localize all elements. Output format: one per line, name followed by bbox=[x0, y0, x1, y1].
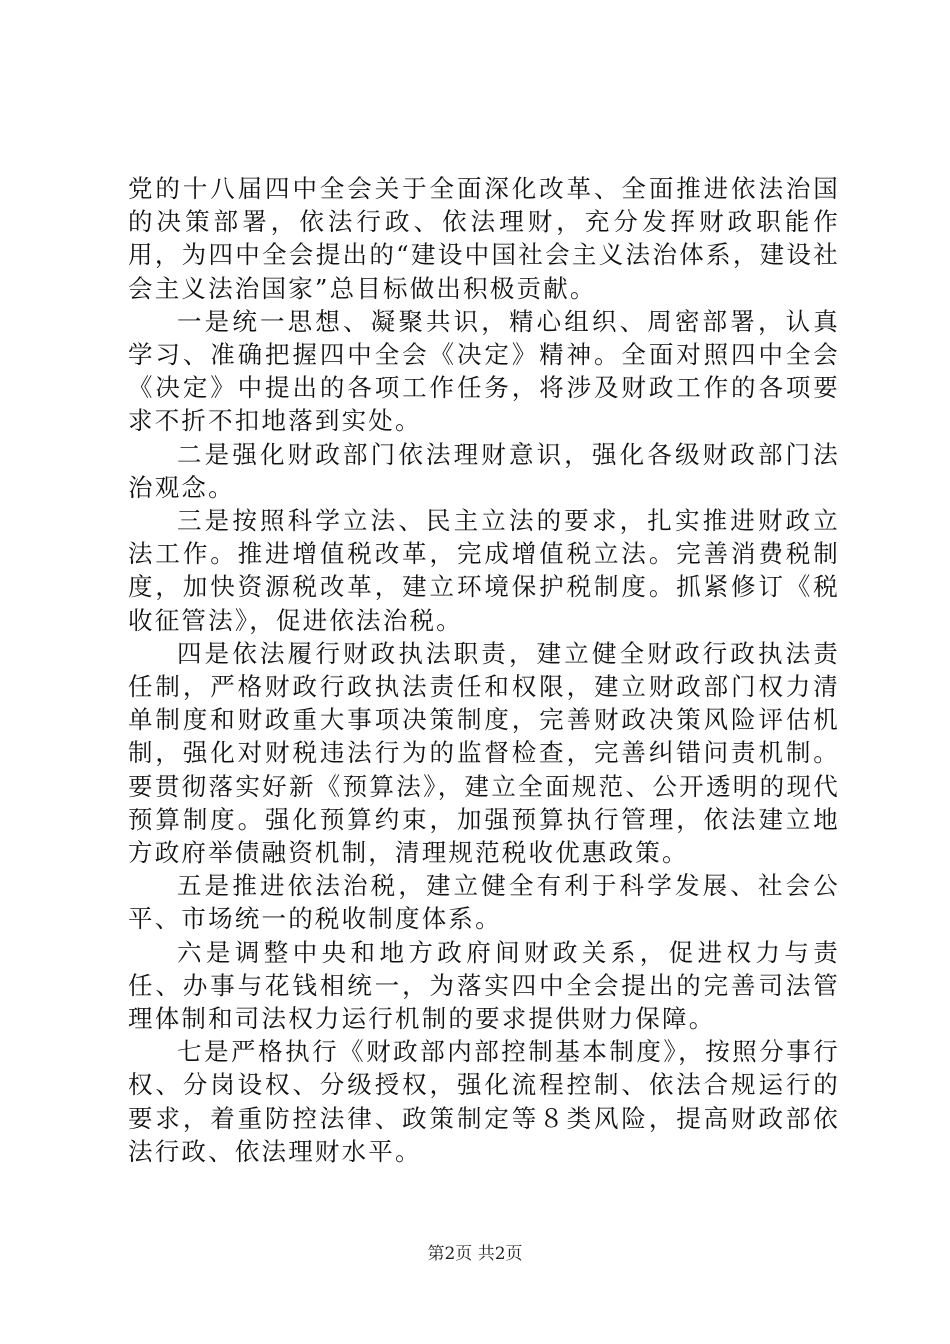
paragraph-item-4: 四是依法履行财政执法职责，建立健全财政行政执法责任制，严格财政行政执法责任和权限，建立财政部门权力清单制度和财政重大事项决策制度，完善财政决策风险评估机制，强化对财税违法行为的监督检查，完善纠错问责机制。要贯彻落实好新《预算法》，建立全面规范、公开透明的现代预算制度。强化预算约束，加强预算执行管理，依法建立地方政府举债融资机制，清理规范税收优惠政策。 bbox=[128, 638, 840, 868]
document-body bbox=[128, 172, 840, 1168]
paragraph-item-6: 六是调整中央和地方政府间财政关系，促进权力与责任、办事与花钱相统一，为落实四中全会提出的完善司法管理体制和司法权力运行机制的要求提供财力保障。 bbox=[128, 937, 840, 1034]
paragraph-item-3: 三是按照科学立法、民主立法的要求，扎实推进财政立法工作。推进增值税改革，完成增值税立法。完善消费税制度，加快资源税改革，建立环境保护税制度。抓紧修订《税收征管法》，促进依法治税。 bbox=[128, 506, 840, 635]
paragraph-item-5: 五是推进依法治税，建立健全有利于科学发展、社会公平、市场统一的税收制度体系。 bbox=[128, 871, 840, 934]
paragraph-intro: 党的十八届四中全会关于全面深化改革、全面推进依法治国的决策部署，依法行政、依法理财，充分发挥财政职能作用，为四中全会提出的“建设中国社会主义法治体系，建设社会主义法治国家”总目标做出积极贡献。 bbox=[128, 174, 840, 303]
paragraph-item-7: 七是严格执行《财政部内部控制基本制度》，按照分事行权、分岗设权、分级授权，强化流程控制、依法合规运行的要求，着重防控法律、政策制定等８类风险，提高财政部依法行政、依法理财水平。 bbox=[128, 1037, 840, 1166]
page-number-footer: 第2页 共2页 bbox=[427, 1244, 523, 1264]
paragraph-item-2: 二是强化财政部门依法理财意识，强化各级财政部门法治观念。 bbox=[128, 439, 840, 502]
paragraph-item-1: 一是统一思想、凝聚共识，精心组织、周密部署，认真学习、准确把握四中全会《决定》精神。全面对照四中全会《决定》中提出的各项工作任务，将涉及财政工作的各项要求不折不扣地落到实处。 bbox=[128, 306, 840, 436]
